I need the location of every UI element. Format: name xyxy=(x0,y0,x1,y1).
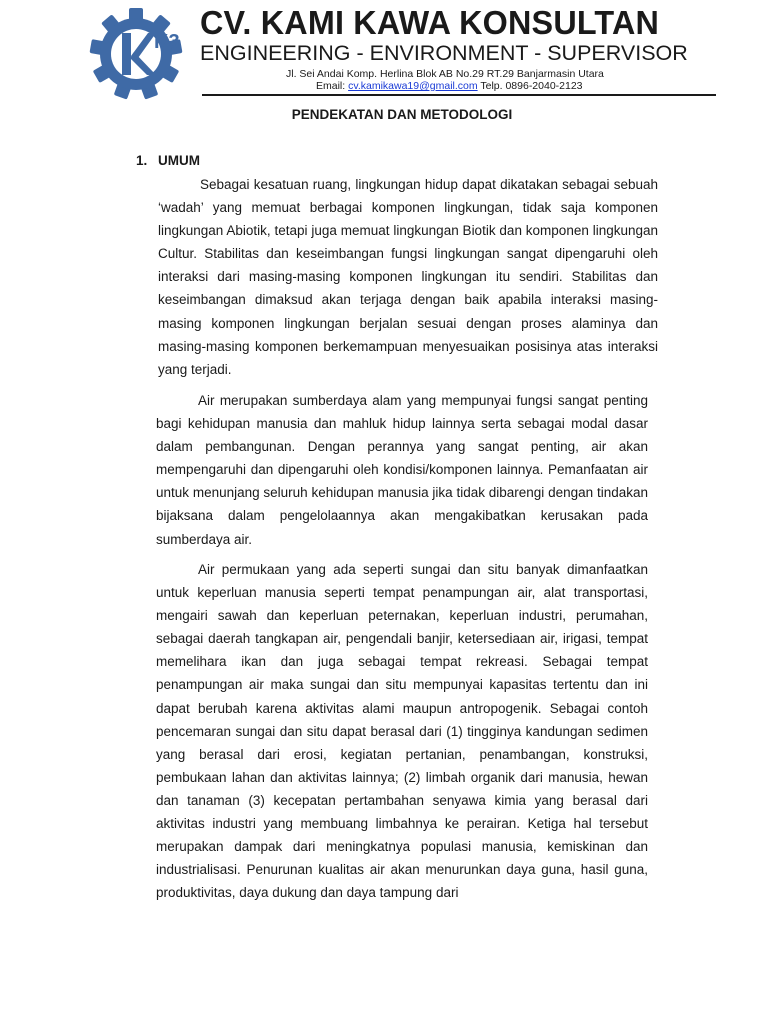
paragraph: Air merupakan sumberdaya alam yang mempunyai fungsi sangat penting bagi kehidupan manusia dan mahluk hidup lainnya serta sebagai modal dasar dalam pembangunan. Dengan perannya yang sangat penting, air akan mempengaruhi dan dipengaruhi oleh kondisi/komponen lainnya. Pemanfaatan air untuk menunjang seluruh kehidupan manusia jika tidak dibarengi dengan tindakan bijaksana dalam pengelolaannya akan mengakibatkan kerusakan pada sumberdaya air. xyxy=(156,393,648,547)
paragraph: Air permukaan yang ada seperti sungai dan situ banyak dimanfaatkan untuk keperluan manusia seperti tempat penampungan air, alat transportasi, mengairi sawah dan keperluan peternakan, keperluan industri, perumahan, sebagai daerah tangkapan air, pengendali banjir, ketersediaan air, irigasi, tempat memelihara ikan dan juga sebagai tempat rekreasi. Sebagai tempat penampungan air maka sungai dan situ mempunyai kapasitas tertentu dan ini dapat berubah karena aktivitas alami maupun antropogenik. Sebagai contoh pencemaran sungai dan situ dapat berasal dari (1) tingginya kandungan sedimen yang berasal dari erosi, kegiatan pertanian, penambangan, konstruksi, pembukaan lahan dan aktivitas lainnya; (2) limbah organik dari manusia, hewan dan tanaman (3) kecepatan pertambahan senyawa kimia yang berasal dari aktivitas industri yang membuang limbahnya ke perairan. Ketiga hal tersebut merupakan dampak dari meningkatnya populasi manusia, kemiskinan dan industrialisasi. Penurunan kualitas air akan menurunkan daya guna, hasil guna, produktivitas, daya dukung dan daya tampung dari xyxy=(156,562,648,901)
section-title: UMUM xyxy=(158,153,200,168)
section-number: 1. xyxy=(136,153,148,168)
section-heading xyxy=(136,153,200,168)
letterhead xyxy=(0,0,768,100)
company-address: Jl. Sei Andai Komp. Herlina Blok AB No.29 RT.29 Banjarmasin Utara xyxy=(286,68,604,80)
logo-text: K3 xyxy=(154,31,180,53)
company-name: CV. KAMI KAWA KONSULTAN xyxy=(200,4,660,41)
email-link[interactable]: cv.kamikawa19@gmail.com xyxy=(348,80,478,92)
company-tagline: ENGINEERING - ENVIRONMENT - SUPERVISOR xyxy=(200,41,688,65)
email-label: Email: xyxy=(316,80,346,92)
paragraph: Sebagai kesatuan ruang, lingkungan hidup dapat dikatakan sebagai sebuah ‘wadah’ yang memuat berbagai komponen lingkungan, tidak saja komponen lingkungan Abiotik, tetapi juga memuat lingkungan Biotik dan komponen lingkungan Cultur. Stabilitas dan keseimbangan fungsi lingkungan sangat dipengaruhi oleh interaksi dari masing-masing komponen lingkungan itu sendiri. Stabilitas dan keseimbangan dimaksud akan terjaga dengan baik apabila interaksi masing-masing komponen lingkungan berjalan sesuai dengan proses alaminya dan masing-masing komponen berkemampuan menyesuaikan posisinya atas interaksi yang terjadi. xyxy=(158,177,658,377)
letterhead-divider xyxy=(202,94,716,96)
phone-number: Telp. 0896-2040-2123 xyxy=(480,80,583,92)
gear-logo-icon xyxy=(84,8,188,100)
document-title: PENDEKATAN DAN METODOLOGI xyxy=(291,107,513,122)
company-contact xyxy=(316,80,583,92)
